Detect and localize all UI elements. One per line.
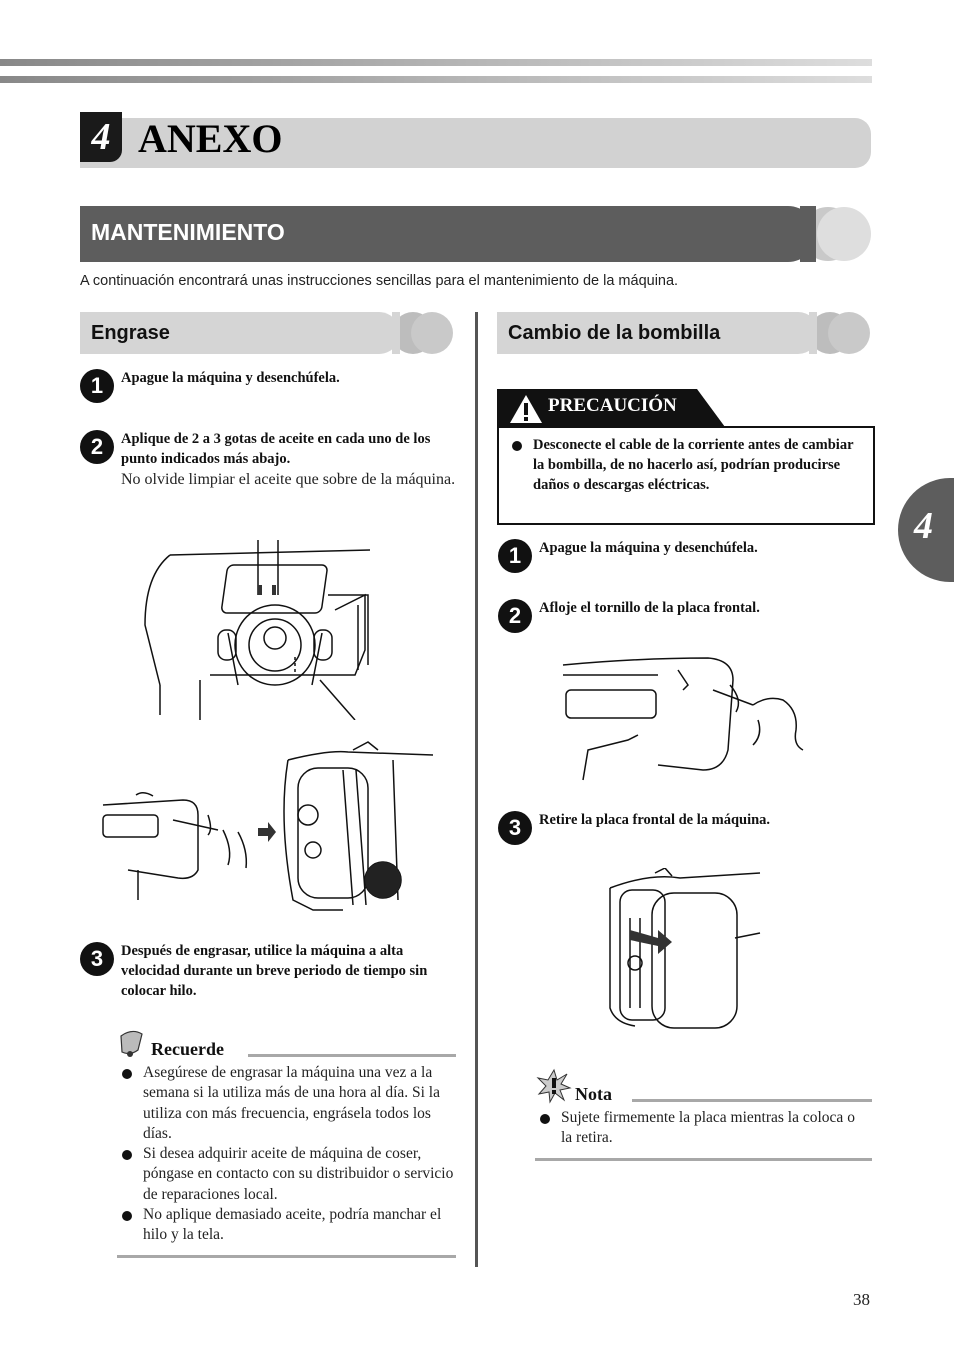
bobbin-area-illustration <box>140 535 390 720</box>
bombilla-title: Cambio de la bombilla <box>508 322 721 344</box>
recuerde-list <box>117 1063 462 1246</box>
chapter-title: ANEXO <box>138 116 283 161</box>
recuerde-label: Recuerde <box>151 1039 224 1059</box>
nota-item: Sujete firmemente la placa mientras la coloca o la retira. <box>535 1108 855 1149</box>
caution-item: Desconecte el cable de la corriente antes de cambiar la bombilla, de no hacerlo así, podrían producirse daños o descargas eléctricas. <box>507 435 862 495</box>
section-title: MANTENIMIENTO <box>91 219 285 245</box>
bombilla-step-3-text: Retire la placa frontal de la máquina. <box>539 812 771 828</box>
warning-icon <box>508 393 544 425</box>
recuerde-item: Asegúrese de engrasar la máquina una vez a la semana si la utiliza más de una hora al día. Si la utiliza con más frecuencia, engrásela todos los días. <box>117 1063 462 1144</box>
top-stripe-lower <box>0 76 872 83</box>
recuerde-item: No aplique demasiado aceite, podría manchar el hilo y la tela. <box>117 1205 462 1246</box>
recuerde-item: Si desea adquirir aceite de máquina de coser, póngase en contacto con su distribuidor o servicio de reparaciones local. <box>117 1144 462 1205</box>
nota-list <box>535 1108 855 1149</box>
top-stripe-upper <box>0 59 872 66</box>
bombilla-bar-decoration <box>809 312 873 354</box>
engrase-step-1-text: Apague la máquina y desenchúfela. <box>121 370 340 386</box>
engrase-step-2-number: 2 <box>80 430 114 464</box>
bombilla-step-1-number: 1 <box>498 539 532 573</box>
column-divider <box>475 312 478 1267</box>
star-burst-icon <box>536 1068 572 1104</box>
bombilla-step-3-number: 3 <box>498 811 532 845</box>
bombilla-step-2-text: Afloje el tornillo de la placa frontal. <box>539 600 760 616</box>
remove-face-plate-illustration <box>600 868 770 1038</box>
loosen-screw-illustration <box>558 650 818 785</box>
oil-points-illustration <box>98 740 438 915</box>
engrase-step-2-text: Aplique de 2 a 3 gotas de aceite en cada uno de los punto indicados más abajo. <box>121 431 431 467</box>
bombilla-step-1-text: Apague la máquina y desenchúfela. <box>539 540 758 556</box>
bell-icon <box>116 1028 148 1060</box>
section-bar-decoration <box>800 206 872 262</box>
engrase-title: Engrase <box>91 322 170 344</box>
nota-bottom-rule <box>535 1158 872 1161</box>
chapter-number: 4 <box>80 112 122 162</box>
nota-label: Nota <box>575 1084 612 1104</box>
engrase-bar-decoration <box>392 312 456 354</box>
recuerde-top-rule <box>248 1054 456 1057</box>
page-number: 38 <box>853 1290 870 1309</box>
engrase-step-2-note: No olvide limpiar el aceite que sobre de la máquina. <box>121 471 456 488</box>
caution-label: PRECAUCIÓN <box>548 395 677 416</box>
intro-text: A continuación encontrará unas instrucciones sencillas para el mantenimiento de la máquina. <box>80 273 679 289</box>
engrase-step-3-text: Después de engrasar, utilice la máquina a alta velocidad durante un breve periodo de tiempo sin colocar hilo. <box>121 943 428 999</box>
engrase-step-3-number: 3 <box>80 942 114 976</box>
nota-top-rule <box>632 1099 872 1102</box>
side-tab-number: 4 <box>914 505 933 547</box>
engrase-step-1-number: 1 <box>80 369 114 403</box>
caution-text <box>507 435 862 495</box>
bombilla-step-2-number: 2 <box>498 599 532 633</box>
recuerde-bottom-rule <box>117 1255 456 1258</box>
side-chapter-tab <box>898 478 954 582</box>
